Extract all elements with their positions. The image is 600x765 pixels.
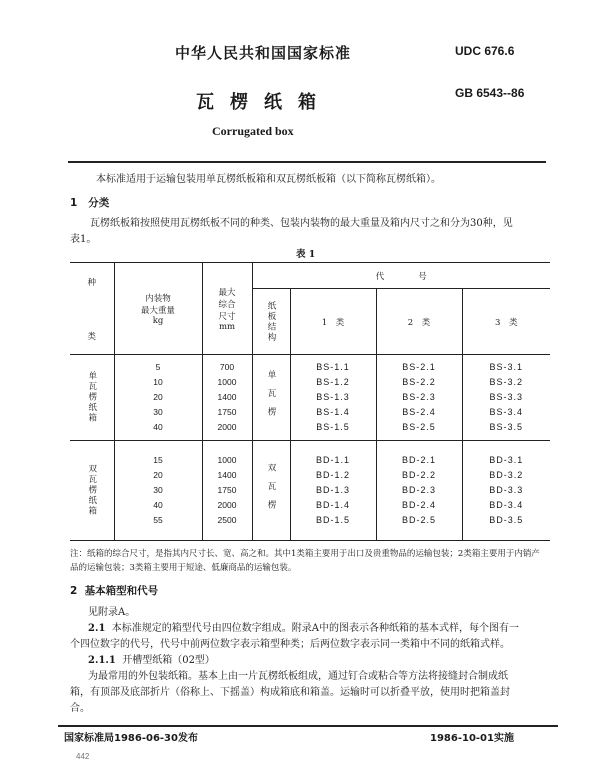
section-1-para-line2: 表1。 <box>70 234 97 245</box>
codes-single-class1: BS-1.1 BS-1.2 BS-1.3 BS-1.4 BS-1.5 <box>290 355 376 441</box>
header-code: 代 号 <box>252 263 550 289</box>
section-2-1-text: 本标准规定的箱型代号由四位数字组成。附录A中的图表示各种纸箱的基本式样，每个图有一 <box>111 623 519 634</box>
section-2-1-number: 2.1 <box>88 623 106 634</box>
header-board-structure: 纸板结构 <box>252 289 290 355</box>
document-title: 瓦楞纸箱 <box>196 92 332 113</box>
section-1-title: 分类 <box>88 197 110 209</box>
section-2-1-1-number: 2.1.1 <box>88 655 116 666</box>
codes-single-class3: BS-3.1 BS-3.2 BS-3.3 BS-3.4 BS-3.5 <box>489 362 523 432</box>
header-class-1: 1 类 <box>290 289 376 355</box>
issue-date: 国家标准局1986-06-30发布 <box>64 733 198 744</box>
kind-double: 双瓦楞纸箱 <box>70 441 114 541</box>
section-1-heading <box>70 195 109 210</box>
section-2-1-1-line1: 为最常用的外包装纸箱。基本上由一片瓦楞纸板组成，通过钉合或粘合等方法将接缝封合制成纸 <box>88 671 508 682</box>
section-2-number: 2 <box>70 585 78 597</box>
section-2-1-1-line2: 箱，有顶部及底部折片（俗称上、下摇盖）构成箱底和箱盖。运输时可以折叠平放，使用时把箱盖封 <box>70 687 510 698</box>
sizes-double: 1000 1400 1750 2000 2500 <box>202 441 252 541</box>
section-2-1-line1 <box>88 621 519 637</box>
section-2-heading <box>70 583 158 598</box>
header-kind: 种 类 <box>70 263 114 355</box>
table-row-single <box>70 355 550 441</box>
page-number: 442 <box>76 752 90 761</box>
udc-code: UDC 676.6 <box>455 44 515 58</box>
weights-double: 15 20 30 40 55 <box>114 441 202 541</box>
table-row-double <box>70 441 550 541</box>
table-caption: 表 1 <box>296 249 316 260</box>
weights-single: 5 10 20 30 40 <box>114 355 202 441</box>
section-2-1-1-line3: 合。 <box>70 703 90 714</box>
codes-double-class3: BD-3.1 BD-3.2 BD-3.3 BD-3.4 BD-3.5 <box>489 455 524 525</box>
kind-single: 单瓦楞纸箱 <box>70 355 114 441</box>
classification-table <box>70 262 550 541</box>
document-title-english: Corrugated box <box>212 124 294 138</box>
header-max-size: 最大 综合 尺寸 mm <box>202 263 252 355</box>
footer-divider <box>58 725 558 727</box>
codes-double-class1: BD-1.1 BD-1.2 BD-1.3 BD-1.4 BD-1.5 <box>290 441 376 541</box>
section-2-p0: 见附录A。 <box>88 607 136 618</box>
header-class-3: 3 类 <box>495 317 518 328</box>
section-1-para-line1: 瓦楞纸板箱按照使用瓦楞纸板不同的种类、包装内装物的最大重量及箱内尺寸之和分为30种，见 <box>90 218 513 229</box>
sizes-single: 700 1000 1400 1750 2000 <box>202 355 252 441</box>
codes-double-class2: BD-2.1 BD-2.2 BD-2.3 BD-2.4 BD-2.5 <box>376 441 462 541</box>
structure-single: 单瓦楞 <box>252 355 290 441</box>
section-2-1-1-title: 开槽型纸箱（02型） <box>122 655 215 666</box>
header-divider <box>68 161 546 163</box>
section-2-title: 基本箱型和代号 <box>84 585 159 597</box>
section-2-1-1-heading <box>88 653 215 669</box>
section-1-number: 1 <box>70 197 78 209</box>
header-class-2: 2 类 <box>376 289 462 355</box>
national-standard-heading: 中华人民共和国国家标准 <box>175 44 352 62</box>
section-2-1-line2: 个四位数字的代号，代号中前两位数字表示箱型种类；后两位数字表示同一类箱中不同的纸箱式样。 <box>70 639 510 650</box>
codes-single-class2: BS-2.1 BS-2.2 BS-2.3 BS-2.4 BS-2.5 <box>376 355 462 441</box>
effective-date: 1986-10-01实施 <box>430 733 514 744</box>
gb-code: GB 6543--86 <box>455 86 525 100</box>
table-note: 注：纸箱的综合尺寸，是指其内尺寸长、宽、高之和。其中1类箱主要用于出口及贵重物品的运输包装；2类箱主要用于内销产品的运输包装；3类箱主要用于短途、低廉商品的运输包装。 <box>70 549 540 573</box>
intro-paragraph: 本标准适用于运输包装用单瓦楞纸板箱和双瓦楞纸板箱（以下简称瓦楞纸箱）。 <box>96 174 441 185</box>
structure-double: 双瓦楞 <box>252 441 290 541</box>
header-max-weight: 内装物 最大重量 kg <box>114 263 202 355</box>
